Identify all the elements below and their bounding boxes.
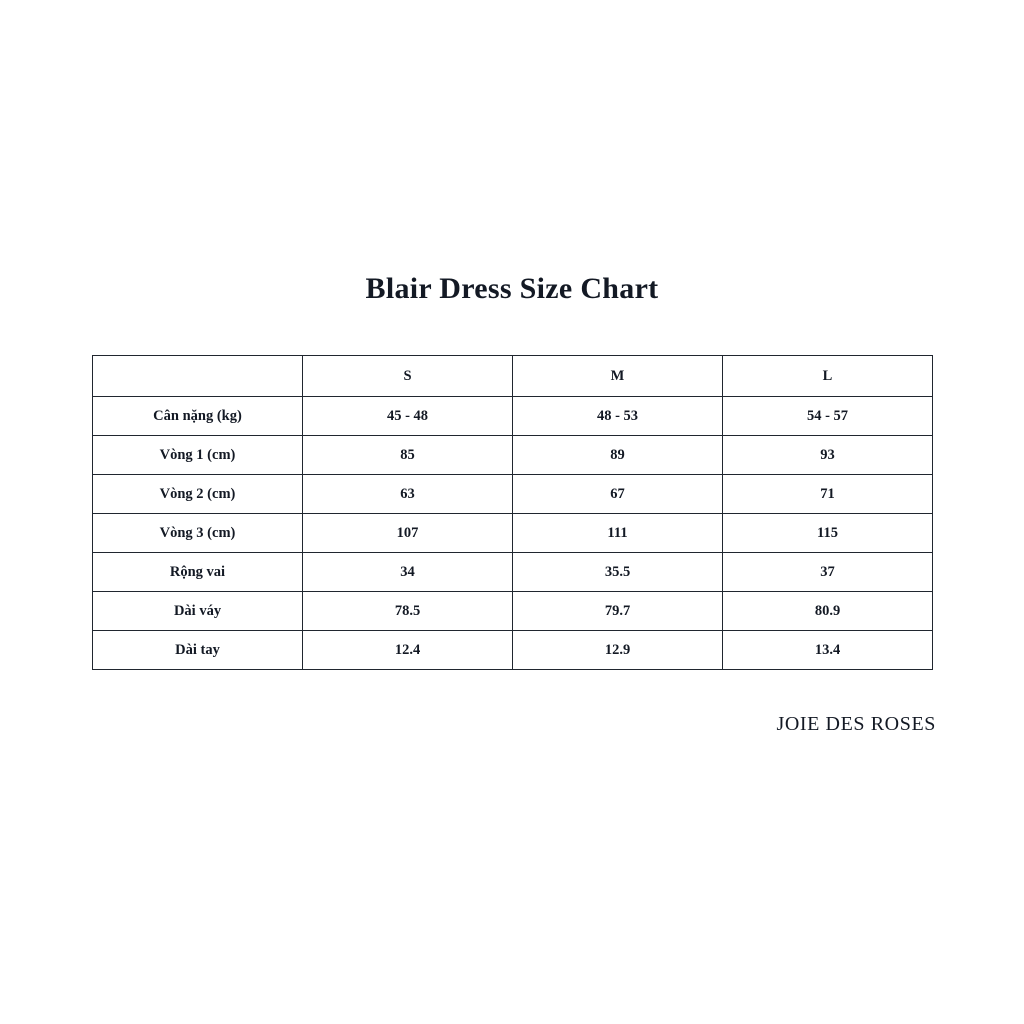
brand-wordmark: JOIE DES ROSES [776, 713, 936, 735]
table-row [93, 436, 933, 475]
row-label-hip: Vòng 3 (cm) [93, 514, 303, 553]
cell-sleeve-length-m: 12.9 [513, 631, 723, 670]
column-header-m: M [513, 356, 723, 397]
table-row [93, 514, 933, 553]
cell-shoulder-l: 37 [723, 553, 933, 592]
cell-shoulder-m: 35.5 [513, 553, 723, 592]
cell-dress-length-s: 78.5 [303, 592, 513, 631]
table-row [93, 397, 933, 436]
cell-hip-s: 107 [303, 514, 513, 553]
column-header-s: S [303, 356, 513, 397]
table-row [93, 553, 933, 592]
cell-shoulder-s: 34 [303, 553, 513, 592]
table-header [93, 356, 933, 397]
cell-waist-m: 67 [513, 475, 723, 514]
cell-weight-m: 48 - 53 [513, 397, 723, 436]
cell-bust-s: 85 [303, 436, 513, 475]
row-label-waist: Vòng 2 (cm) [93, 475, 303, 514]
row-label-weight: Cân nặng (kg) [93, 397, 303, 436]
cell-sleeve-length-l: 13.4 [723, 631, 933, 670]
cell-weight-s: 45 - 48 [303, 397, 513, 436]
column-header-l: L [723, 356, 933, 397]
table-header-row [93, 356, 933, 397]
cell-dress-length-m: 79.7 [513, 592, 723, 631]
cell-sleeve-length-s: 12.4 [303, 631, 513, 670]
table-body [93, 397, 933, 670]
cell-bust-m: 89 [513, 436, 723, 475]
cell-hip-m: 111 [513, 514, 723, 553]
table-row [93, 592, 933, 631]
cell-weight-l: 54 - 57 [723, 397, 933, 436]
row-label-sleeve-length: Dài tay [93, 631, 303, 670]
cell-bust-l: 93 [723, 436, 933, 475]
table-row [93, 631, 933, 670]
page-title: Blair Dress Size Chart [365, 272, 659, 305]
row-label-shoulder: Rộng vai [93, 553, 303, 592]
row-label-bust: Vòng 1 (cm) [93, 436, 303, 475]
row-label-dress-length: Dài váy [93, 592, 303, 631]
size-chart-table [92, 355, 933, 670]
cell-dress-length-l: 80.9 [723, 592, 933, 631]
table-row [93, 475, 933, 514]
cell-waist-l: 71 [723, 475, 933, 514]
cell-hip-l: 115 [723, 514, 933, 553]
cell-waist-s: 63 [303, 475, 513, 514]
column-header-blank [93, 356, 303, 397]
